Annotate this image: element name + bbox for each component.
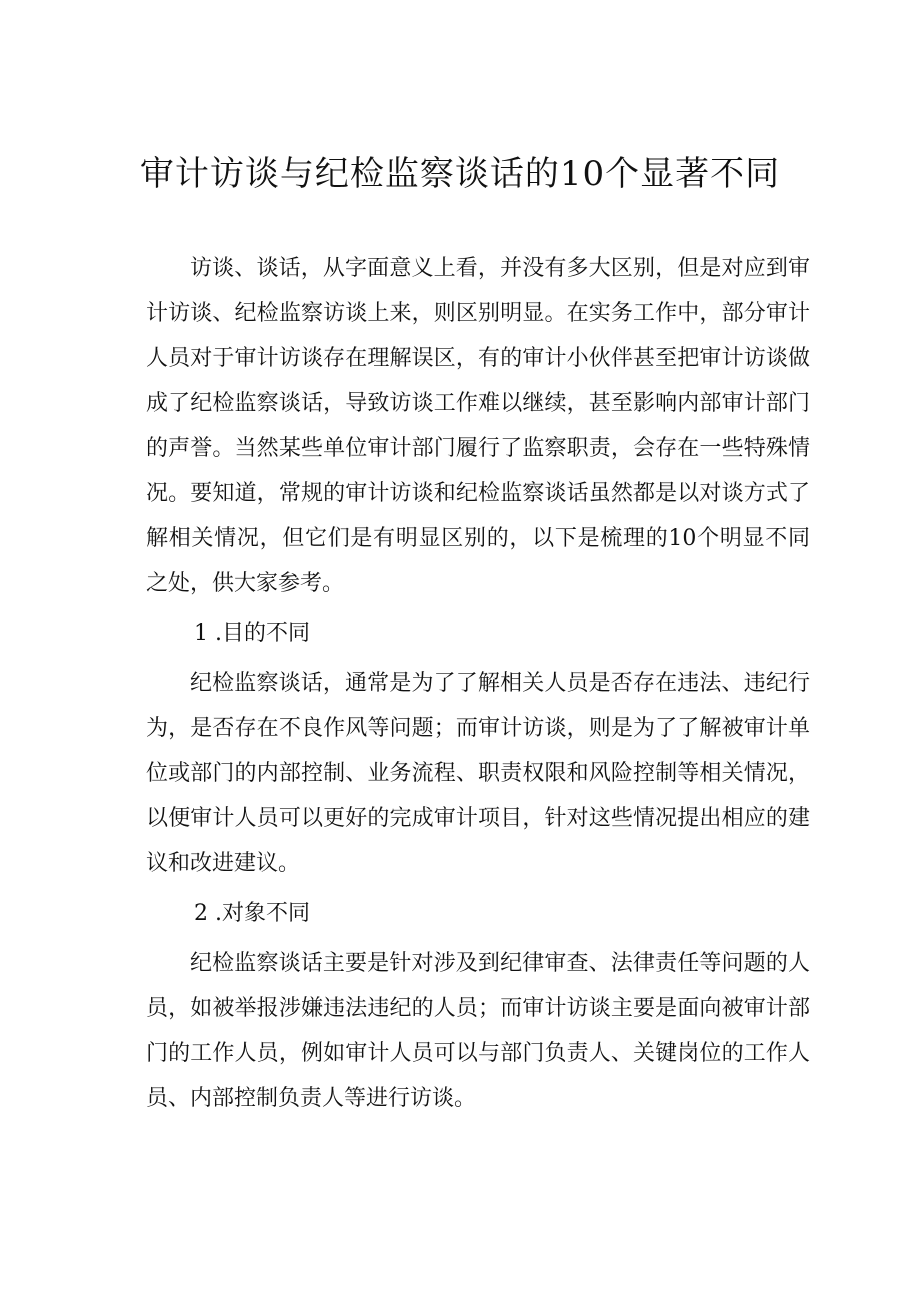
section-paragraph-target: 纪检监察谈话主要是针对涉及到纪律审查、法律责任等问题的人员，如被举报涉嫌违法违纪的人员；而审计访谈主要是面向被审计部门的工作人员，例如审计人员可以与部门负责人、关键岗位的工作人员、内部控制负责人等进行访谈。 bbox=[146, 951, 810, 1111]
document-title: 审计访谈与纪检监察谈话的10个显著不同 bbox=[139, 154, 781, 194]
section-paragraph-purpose: 纪检监察谈话，通常是为了了解相关人员是否存在违法、违纪行为，是否存在不良作风等问题；而审计访谈，则是为了了解被审计单位或部门的内部控制、业务流程、职责权限和风险控制等相关情况，以便审计人员可以更好的完成审计项目，针对这些情况提出相应的建议和改进建议。 bbox=[146, 671, 810, 876]
intro-paragraph: 访谈、谈话，从字面意义上看，并没有多大区别，但是对应到审计访谈、纪检监察访谈上来，则区别明显。在实务工作中，部分审计人员对于审计访谈存在理解误区，有的审计小伙伴甚至把审计访谈做成了纪检监察谈话，导致访谈工作难以继续，甚至影响内部审计部门的声誉。当然某些单位审计部门履行了监察职责，会存在一些特殊情况。要知道，常规的审计访谈和纪检监察谈话虽然都是以对谈方式了解相关情况，但它们是有明显区别的，以下是梳理的10个明显不同之处，供大家参考。 bbox=[146, 256, 810, 596]
document-body bbox=[146, 246, 810, 1121]
section-heading-target: 2 .对象不同 bbox=[194, 901, 310, 926]
section-heading-purpose: 1 .目的不同 bbox=[194, 621, 310, 646]
